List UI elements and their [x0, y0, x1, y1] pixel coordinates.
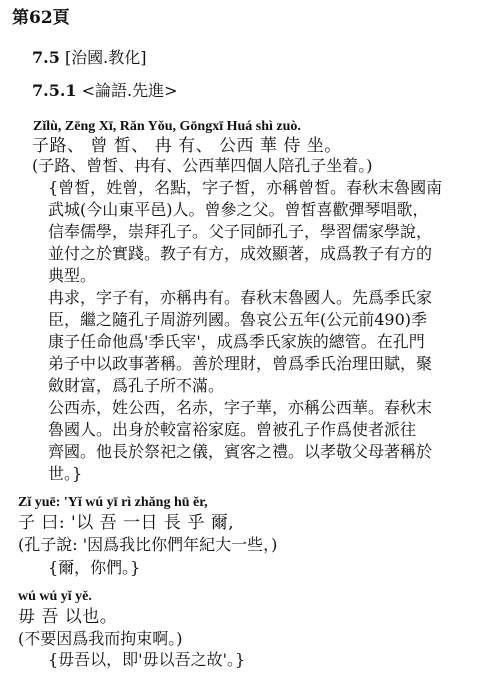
passage1-note-line: 公西赤，姓公西，名赤，字子華，亦稱公西華。春秋末 [48, 398, 433, 417]
passage1-note-line: 典型。 [48, 266, 97, 285]
section-heading [32, 50, 147, 66]
passage2-gloss: (孔子說: '因爲我比你們年紀大一些，) [18, 535, 278, 554]
passage1-note-line: 臣，繼之隨孔子周游列國。魯哀公五年(公元前490)季 [48, 310, 428, 329]
subsection-heading [32, 83, 178, 99]
subsection-number: 7.5.1 [32, 81, 77, 100]
passage3-note: {毋吾以，即'毋以吾之故'。} [48, 650, 246, 669]
passage1-note-line: 斂財富，爲孔子所不滿。 [48, 376, 225, 395]
passage2-note: {爾，你們。} [48, 558, 141, 577]
passage1-note-line: 冉求，字子有，亦稱冉有。春秋末魯國人。先爲季氏家 [48, 288, 433, 307]
passage2-chinese: 子 曰: '以 吾 一日 長 乎 爾, [18, 513, 235, 533]
passage3-pinyin: wú wú yǐ yě. [18, 589, 92, 604]
passage1-chinese: 子路、 曾 皙、 冉 有、 公西 華 侍 坐。 [32, 136, 342, 156]
passage1-pinyin: Zǐlù, Zēng Xī, Rǎn Yǒu, Gōngxī Huá shì zuò. [33, 119, 301, 134]
subsection-title: <論語.先進> [81, 81, 178, 100]
passage1-note-line: {曾皙，姓曾，名點，字子皙，亦稱曾皙。春秋末魯國南 [48, 178, 443, 197]
passage1-note-line: 並付之於實踐。教子有方，成效顯著，成爲教子有方的 [48, 244, 433, 263]
passage1-gloss: (子路、曾皙、冉有、公西華四個人陪孔子坐着。) [32, 156, 373, 175]
passage1-note-line: 信奉儒學，崇拜孔子。父子同師孔子，學習儒家學說， [48, 222, 433, 241]
section-number: 7.5 [32, 48, 60, 67]
passage3-gloss: (不要因爲我而拘束啊。) [18, 629, 183, 648]
passage1-note-line: 齊國。他長於祭祀之儀，賓客之禮。以孝敬父母著稱於 [48, 442, 433, 461]
page-number: 第62頁 [12, 8, 70, 28]
passage1-note-line: 武城(今山東平邑)人。曾參之父。曾皙喜歡彈琴唱歌， [48, 200, 429, 219]
passage1-note-line: 康子任命他爲'季氏宰'，成爲季氏家族的總管。在孔門 [48, 332, 425, 351]
section-title: [治國.教化] [64, 48, 147, 67]
passage1-note-line: 魯國人。出身於較富裕家庭。曾被孔子作爲使者派往 [48, 420, 417, 439]
passage1-note-line: 弟子中以政事著稱。善於理財，曾爲季氏治理田賦，聚 [48, 354, 433, 373]
passage3-chinese: 毋 吾 以也。 [18, 607, 118, 627]
passage2-pinyin: Zǐ yuē: 'Yǐ wú yī rì zhǎng hū ěr, [18, 495, 208, 510]
passage1-note-line: 世。} [48, 464, 83, 483]
